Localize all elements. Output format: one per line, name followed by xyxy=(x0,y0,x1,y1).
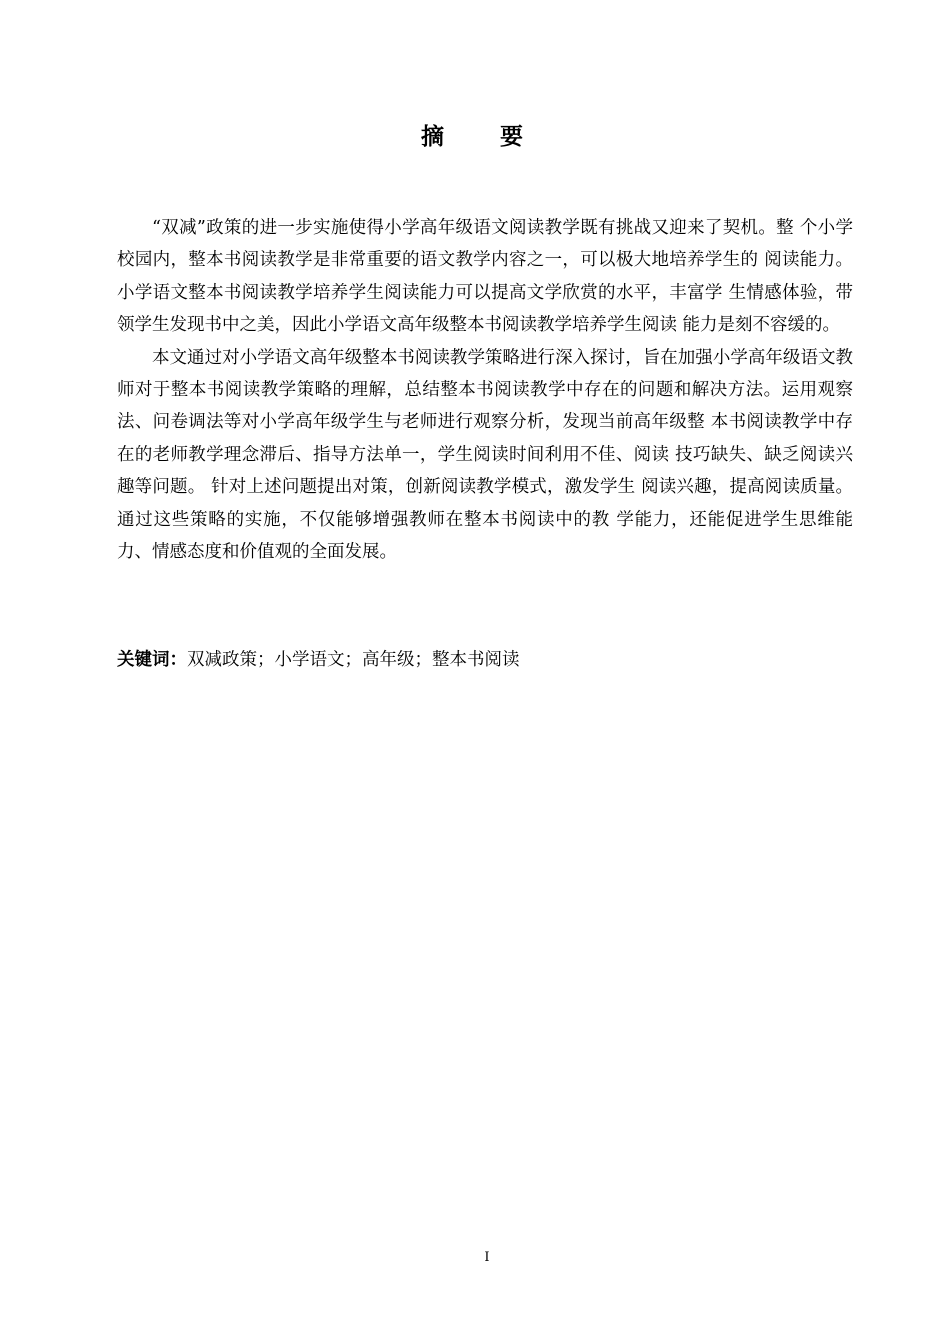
page-number: I xyxy=(484,1250,490,1265)
abstract-paragraph-1: “双减”政策的进一步实施使得小学高年级语文阅读教学既有挑战又迎来了契机。整 个小学校园内，整本书阅读教学是非常重要的语文教学内容之一，可以极大地培养学生的 阅读能力。小学语文整本书阅读教学培养学生阅读能力可以提高文学欣赏的水平，丰富学 生情感体验，带领学生发现书中之美，因此小学语文高年级整本书阅读教学培养学生阅读 能力是刻不容缓的。 xyxy=(117,218,853,336)
abstract-paragraph-2: 本文通过对小学语文高年级整本书阅读教学策略进行深入探讨，旨在加强小学高年级语文教师对于整本书阅读教学策略的理解，总结整本书阅读教学中存在的问题和解决方法。运用观察法、问卷调法等对小学高年级学生与老师进行观察分析，发现当前高年级整 本书阅读教学中存在的老师教学理念滞后、指导方法单一，学生阅读时间利用不佳、阅读 技巧缺失、缺乏阅读兴趣等问题。 针对上述问题提出对策，创新阅读教学模式，激发学生 阅读兴趣，提高阅读质量。通过这些策略的实施，不仅能够增强教师在整本书阅读中的教 学能力，还能促进学生思维能力、情感态度和价值观的全面发展。 xyxy=(117,347,853,563)
abstract-body xyxy=(117,212,853,568)
keywords-line xyxy=(117,644,853,676)
keywords-label: 关键词： xyxy=(117,650,187,670)
abstract-title: 摘 要 xyxy=(420,123,547,150)
keywords-text: 双减政策；小学语文；高年级；整本书阅读 xyxy=(187,650,520,670)
